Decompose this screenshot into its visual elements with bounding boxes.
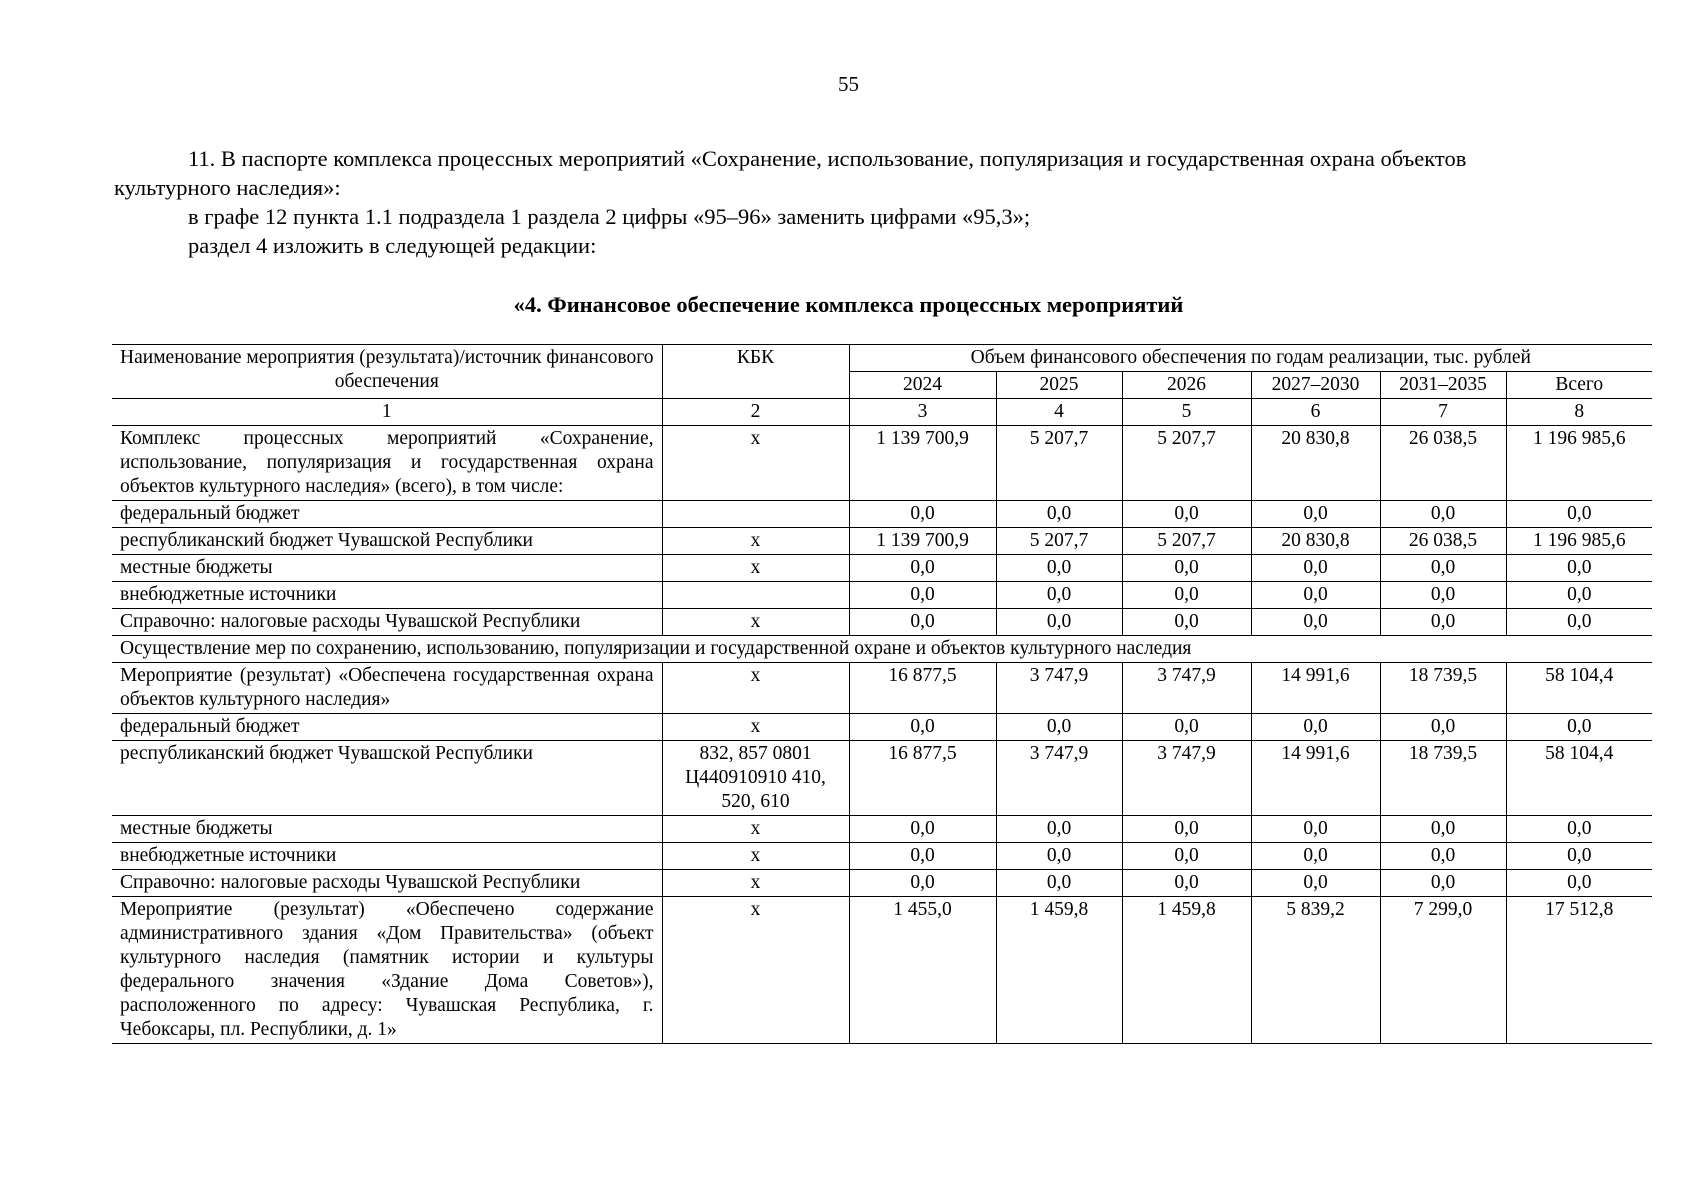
row-value-cell: 0,0 <box>1506 816 1652 843</box>
row-value-cell: 0,0 <box>1506 609 1652 636</box>
table-row <box>112 426 1652 501</box>
row-value-cell: 58 104,4 <box>1506 663 1652 714</box>
row-value-cell: 0,0 <box>849 843 996 870</box>
row-value-cell: 3 747,9 <box>996 663 1122 714</box>
row-value-cell: 0,0 <box>1506 582 1652 609</box>
row-value-cell: 0,0 <box>996 870 1122 897</box>
row-name-cell: Мероприятие (результат) «Обеспечена государственная охрана объектов культурного наследия» <box>112 663 662 714</box>
row-value-cell: 0,0 <box>1380 582 1506 609</box>
row-value-cell: 20 830,8 <box>1251 528 1380 555</box>
row-value-cell: 26 038,5 <box>1380 426 1506 501</box>
row-value-cell: 1 196 985,6 <box>1506 426 1652 501</box>
row-value-cell: 1 459,8 <box>996 897 1122 1044</box>
row-name-cell: федеральный бюджет <box>112 714 662 741</box>
row-name-cell: Мероприятие (результат) «Обеспечено содержание административного здания «Дом Правительства» (объект культурного наследия (памятник истории и культуры федерального значения «Здание Дома Советов»), расположенного по адресу: Чувашская Республика, г. Чебоксары, пл. Республики, д. 1» <box>112 897 662 1044</box>
row-value-cell: 0,0 <box>849 870 996 897</box>
row-value-cell: 58 104,4 <box>1506 741 1652 816</box>
table-row <box>112 609 1652 636</box>
row-value-cell: 1 455,0 <box>849 897 996 1044</box>
row-value-cell: 0,0 <box>1122 609 1251 636</box>
row-value-cell: 0,0 <box>1122 816 1251 843</box>
row-value-cell: 0,0 <box>1380 714 1506 741</box>
row-value-cell: 0,0 <box>1506 843 1652 870</box>
row-name-cell: внебюджетные источники <box>112 582 662 609</box>
row-value-cell: 0,0 <box>996 816 1122 843</box>
row-value-cell: 0,0 <box>1380 816 1506 843</box>
row-value-cell: 5 207,7 <box>996 528 1122 555</box>
row-value-cell: 0,0 <box>1506 501 1652 528</box>
row-value-cell: 20 830,8 <box>1251 426 1380 501</box>
row-value-cell: 0,0 <box>1122 555 1251 582</box>
table-row <box>112 714 1652 741</box>
intro-paragraph-3: раздел 4 изложить в следующей редакции: <box>188 233 597 258</box>
row-name-cell: Справочно: налоговые расходы Чувашской Республики <box>112 870 662 897</box>
row-value-cell: 0,0 <box>1251 582 1380 609</box>
row-value-cell: 16 877,5 <box>849 663 996 714</box>
row-value-cell: 1 459,8 <box>1122 897 1251 1044</box>
row-value-cell: 0,0 <box>1506 870 1652 897</box>
row-value-cell: 1 196 985,6 <box>1506 528 1652 555</box>
row-value-cell: 0,0 <box>996 843 1122 870</box>
table-row <box>112 663 1652 714</box>
row-kbk-cell: х <box>662 528 849 555</box>
row-value-cell: 0,0 <box>849 582 996 609</box>
row-value-cell: 0,0 <box>1251 870 1380 897</box>
row-value-cell: 0,0 <box>1380 609 1506 636</box>
row-value-cell: 0,0 <box>1251 501 1380 528</box>
row-kbk-cell <box>662 582 849 609</box>
column-number: 1 <box>112 399 662 426</box>
row-value-cell: 0,0 <box>1380 843 1506 870</box>
row-value-cell: 3 747,9 <box>1122 663 1251 714</box>
row-value-cell: 26 038,5 <box>1380 528 1506 555</box>
row-value-cell: 0,0 <box>849 816 996 843</box>
column-number: 4 <box>996 399 1122 426</box>
row-value-cell: 17 512,8 <box>1506 897 1652 1044</box>
page-number: 55 <box>838 72 859 96</box>
table-row <box>112 528 1652 555</box>
row-name-cell: местные бюджеты <box>112 816 662 843</box>
row-value-cell: 0,0 <box>996 609 1122 636</box>
row-value-cell: 0,0 <box>996 555 1122 582</box>
section-title: «4. Финансовое обеспечение комплекса процессных мероприятий <box>513 292 1184 317</box>
row-value-cell: 0,0 <box>1122 714 1251 741</box>
header-year: Всего <box>1506 372 1652 399</box>
row-value-cell: 0,0 <box>1380 555 1506 582</box>
row-value-cell: 0,0 <box>996 714 1122 741</box>
row-value-cell: 0,0 <box>996 501 1122 528</box>
column-number: 7 <box>1380 399 1506 426</box>
row-name-cell: республиканский бюджет Чувашской Республики <box>112 528 662 555</box>
intro-paragraph-1: 11. В паспорте комплекса процессных мероприятий «Сохранение, использование, популяризация и государственная охрана объектов культурного наследия»: <box>114 146 1467 200</box>
row-value-cell: 7 299,0 <box>1380 897 1506 1044</box>
table-row <box>112 870 1652 897</box>
column-number: 6 <box>1251 399 1380 426</box>
row-value-cell: 3 747,9 <box>1122 741 1251 816</box>
row-value-cell: 0,0 <box>1122 870 1251 897</box>
row-value-cell: 0,0 <box>849 714 996 741</box>
intro-text <box>114 144 1584 260</box>
row-value-cell: 0,0 <box>1122 582 1251 609</box>
table-row <box>112 741 1652 816</box>
row-value-cell: 0,0 <box>1251 816 1380 843</box>
row-name-cell: внебюджетные источники <box>112 843 662 870</box>
row-kbk-cell: х <box>662 870 849 897</box>
intro-paragraph-2: в графе 12 пункта 1.1 подраздела 1 раздела 2 цифры «95–96» заменить цифрами «95,3»; <box>188 204 1031 229</box>
row-value-cell: 0,0 <box>849 501 996 528</box>
header-year: 2026 <box>1122 372 1251 399</box>
table-row <box>112 636 1652 663</box>
row-value-cell: 1 139 700,9 <box>849 426 996 501</box>
table-row <box>112 582 1652 609</box>
row-value-cell: 5 207,7 <box>1122 528 1251 555</box>
header-year: 2025 <box>996 372 1122 399</box>
column-number: 8 <box>1506 399 1652 426</box>
row-kbk-cell <box>662 501 849 528</box>
row-value-cell: 0,0 <box>1251 609 1380 636</box>
column-number: 5 <box>1122 399 1251 426</box>
row-value-cell: 18 739,5 <box>1380 663 1506 714</box>
row-kbk-cell: х <box>662 816 849 843</box>
row-name-cell: Справочно: налоговые расходы Чувашской Республики <box>112 609 662 636</box>
row-value-cell: 3 747,9 <box>996 741 1122 816</box>
row-value-cell: 1 139 700,9 <box>849 528 996 555</box>
row-kbk-cell: 832, 857 0801 Ц440910910 410, 520, 610 <box>662 741 849 816</box>
table-row <box>112 897 1652 1044</box>
table-row <box>112 555 1652 582</box>
row-kbk-cell: х <box>662 555 849 582</box>
financing-table <box>112 344 1652 1044</box>
header-kbk: КБК <box>662 345 849 399</box>
row-value-cell: 0,0 <box>849 609 996 636</box>
table-row <box>112 843 1652 870</box>
row-kbk-cell: х <box>662 663 849 714</box>
header-year: 2031–2035 <box>1380 372 1506 399</box>
row-value-cell: 18 739,5 <box>1380 741 1506 816</box>
row-value-cell: 14 991,6 <box>1251 663 1380 714</box>
row-kbk-cell: х <box>662 714 849 741</box>
row-kbk-cell: х <box>662 426 849 501</box>
row-name-cell: федеральный бюджет <box>112 501 662 528</box>
header-year: 2024 <box>849 372 996 399</box>
row-value-cell: 0,0 <box>849 555 996 582</box>
column-number: 2 <box>662 399 849 426</box>
row-value-cell: 0,0 <box>1506 555 1652 582</box>
table-row <box>112 816 1652 843</box>
row-name-cell: республиканский бюджет Чувашской Республики <box>112 741 662 816</box>
row-value-cell: 16 877,5 <box>849 741 996 816</box>
row-value-cell: 5 207,7 <box>1122 426 1251 501</box>
section-row-label: Осуществление мер по сохранению, использованию, популяризации и государственной охране и объектов культурного наследия <box>112 636 1652 663</box>
row-value-cell: 0,0 <box>1380 501 1506 528</box>
table-row <box>112 501 1652 528</box>
row-name-cell: Комплекс процессных мероприятий «Сохранение, использование, популяризация и государственная охрана объектов культурного наследия» (всего), в том числе: <box>112 426 662 501</box>
row-kbk-cell: х <box>662 609 849 636</box>
row-value-cell: 0,0 <box>996 582 1122 609</box>
table-body <box>112 426 1652 1044</box>
row-value-cell: 5 839,2 <box>1251 897 1380 1044</box>
row-value-cell: 0,0 <box>1251 714 1380 741</box>
column-number: 3 <box>849 399 996 426</box>
header-name: Наименование мероприятия (результата)/источник финансового обеспечения <box>112 345 662 399</box>
row-value-cell: 0,0 <box>1122 501 1251 528</box>
row-value-cell: 0,0 <box>1251 843 1380 870</box>
row-name-cell: местные бюджеты <box>112 555 662 582</box>
header-volume: Объем финансового обеспечения по годам реализации, тыс. рублей <box>849 345 1652 372</box>
row-value-cell: 5 207,7 <box>996 426 1122 501</box>
row-value-cell: 0,0 <box>1506 714 1652 741</box>
row-kbk-cell: х <box>662 897 849 1044</box>
row-value-cell: 0,0 <box>1251 555 1380 582</box>
row-value-cell: 14 991,6 <box>1251 741 1380 816</box>
row-value-cell: 0,0 <box>1380 870 1506 897</box>
row-kbk-cell: х <box>662 843 849 870</box>
header-year: 2027–2030 <box>1251 372 1380 399</box>
row-value-cell: 0,0 <box>1122 843 1251 870</box>
